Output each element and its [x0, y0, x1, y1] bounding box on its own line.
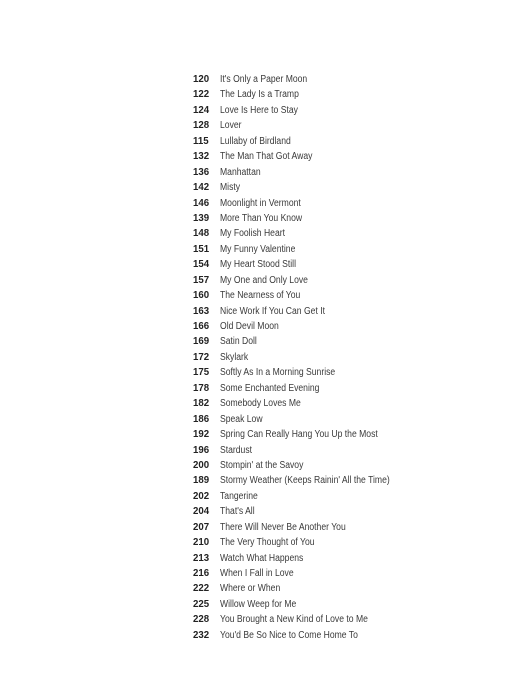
toc-entry — [193, 443, 493, 458]
song-title: Watch What Happens — [220, 552, 304, 564]
toc-entry — [193, 396, 493, 411]
song-title: That's All — [220, 506, 255, 518]
song-title: Skylark — [220, 351, 249, 363]
song-title: It's Only a Paper Moon — [220, 74, 308, 85]
page-number: 154 — [193, 258, 210, 271]
toc-entry — [193, 304, 493, 319]
song-title: Stompin' at the Savoy — [220, 459, 304, 471]
toc-entry — [193, 381, 493, 396]
page-number: 128 — [193, 119, 210, 132]
page-number: 115 — [193, 134, 209, 147]
toc-entry — [193, 196, 493, 211]
toc-entry — [193, 118, 493, 133]
song-title: My Funny Valentine — [220, 243, 296, 255]
song-title: Satin Doll — [220, 336, 257, 348]
page-number: 204 — [193, 505, 210, 518]
song-title: My One and Only Love — [220, 274, 308, 286]
page-number: 139 — [193, 211, 210, 224]
page-number: 202 — [193, 489, 210, 502]
song-title: Spring Can Really Hang You Up the Most — [220, 429, 378, 441]
toc-entry — [193, 273, 493, 288]
toc-entry — [193, 473, 493, 488]
toc-entry — [193, 257, 493, 272]
page-number: 225 — [193, 597, 210, 610]
page-number: 207 — [193, 520, 210, 533]
song-title: Speak Low — [220, 413, 263, 425]
song-title: Nice Work If You Can Get It — [220, 305, 326, 317]
song-title: Misty — [220, 182, 241, 194]
song-title: Old Devil Moon — [220, 321, 279, 332]
song-title: Softly As In a Morning Sunrise — [220, 367, 336, 379]
song-title: Stormy Weather (Keeps Rainin' All the Time) — [220, 475, 390, 487]
toc-entry — [193, 319, 493, 334]
song-title: Moonlight in Vermont — [220, 197, 301, 209]
toc-entry — [193, 211, 493, 226]
toc-entry — [193, 242, 493, 257]
table-of-contents — [193, 72, 493, 643]
toc-entry — [193, 226, 493, 241]
song-title: You'd Be So Nice to Come Home To — [220, 629, 358, 641]
toc-entry — [193, 504, 493, 519]
toc-entry — [193, 597, 493, 612]
page-number: 182 — [193, 397, 210, 410]
page-number: 146 — [193, 196, 210, 209]
toc-entry — [193, 581, 493, 596]
toc-entry — [193, 412, 493, 427]
song-title: The Nearness of You — [220, 290, 301, 302]
toc-entry — [193, 334, 493, 349]
toc-entry — [193, 87, 493, 102]
song-title: Where or When — [220, 583, 281, 595]
song-title: The Lady Is a Tramp — [220, 89, 299, 101]
song-title: Somebody Loves Me — [220, 398, 301, 410]
song-title: There Will Never Be Another You — [220, 521, 346, 533]
toc-entry — [193, 551, 493, 566]
toc-entry — [193, 566, 493, 581]
page-number: 210 — [193, 536, 210, 549]
toc-entry — [193, 427, 493, 442]
toc-entry — [193, 288, 493, 303]
page-number: 186 — [193, 412, 210, 425]
page-number: 178 — [193, 381, 210, 394]
toc-entry — [193, 134, 493, 149]
toc-entry — [193, 180, 493, 195]
toc-entry — [193, 535, 493, 550]
page-number: 166 — [193, 320, 210, 332]
page-number: 196 — [193, 443, 210, 456]
song-title: Willow Weep for Me — [220, 598, 297, 610]
page-number: 172 — [193, 350, 210, 363]
song-title: Love Is Here to Stay — [220, 104, 298, 116]
page-number: 142 — [193, 181, 210, 194]
toc-entry — [193, 103, 493, 118]
page-number: 120 — [193, 73, 210, 85]
toc-entry — [193, 458, 493, 473]
song-title: Lullaby of Birdland — [220, 135, 291, 147]
song-title: You Brought a New Kind of Love to Me — [220, 614, 368, 626]
song-title: More Than You Know — [220, 212, 303, 224]
toc-entry — [193, 165, 493, 180]
toc-entry — [193, 350, 493, 365]
toc-entry — [193, 72, 493, 87]
song-title: When I Fall in Love — [220, 568, 294, 579]
page-number: 228 — [193, 613, 210, 626]
page-number: 151 — [193, 242, 210, 255]
song-title: The Man That Got Away — [220, 151, 313, 163]
page-number: 136 — [193, 165, 210, 178]
page-number: 122 — [193, 88, 210, 101]
page-number: 175 — [193, 366, 210, 379]
song-title: Manhattan — [220, 166, 261, 178]
song-title: Stardust — [220, 444, 253, 456]
toc-entry — [193, 489, 493, 504]
page-number: 216 — [193, 567, 210, 579]
song-title: Some Enchanted Evening — [220, 382, 320, 394]
page-number: 163 — [193, 304, 210, 317]
song-title: My Heart Stood Still — [220, 259, 297, 271]
song-title: The Very Thought of You — [220, 537, 315, 549]
song-title: My Foolish Heart — [220, 228, 285, 240]
song-title: Tangerine — [220, 490, 258, 502]
toc-entry — [193, 149, 493, 164]
page-number: 222 — [193, 582, 210, 595]
toc-entry — [193, 628, 493, 643]
page-number: 192 — [193, 428, 210, 441]
page-number: 124 — [193, 103, 210, 116]
page-number: 200 — [193, 458, 210, 471]
page-number: 157 — [193, 273, 210, 286]
page-number: 189 — [193, 474, 210, 487]
page-number: 169 — [193, 335, 210, 348]
page-number: 160 — [193, 289, 210, 302]
song-title: Lover — [220, 120, 242, 132]
page-number: 232 — [193, 628, 210, 641]
toc-entry — [193, 365, 493, 380]
page-number: 213 — [193, 551, 210, 564]
page-number: 148 — [193, 227, 210, 240]
page-number: 132 — [193, 150, 210, 163]
toc-entry — [193, 520, 493, 535]
toc-entry — [193, 612, 493, 627]
